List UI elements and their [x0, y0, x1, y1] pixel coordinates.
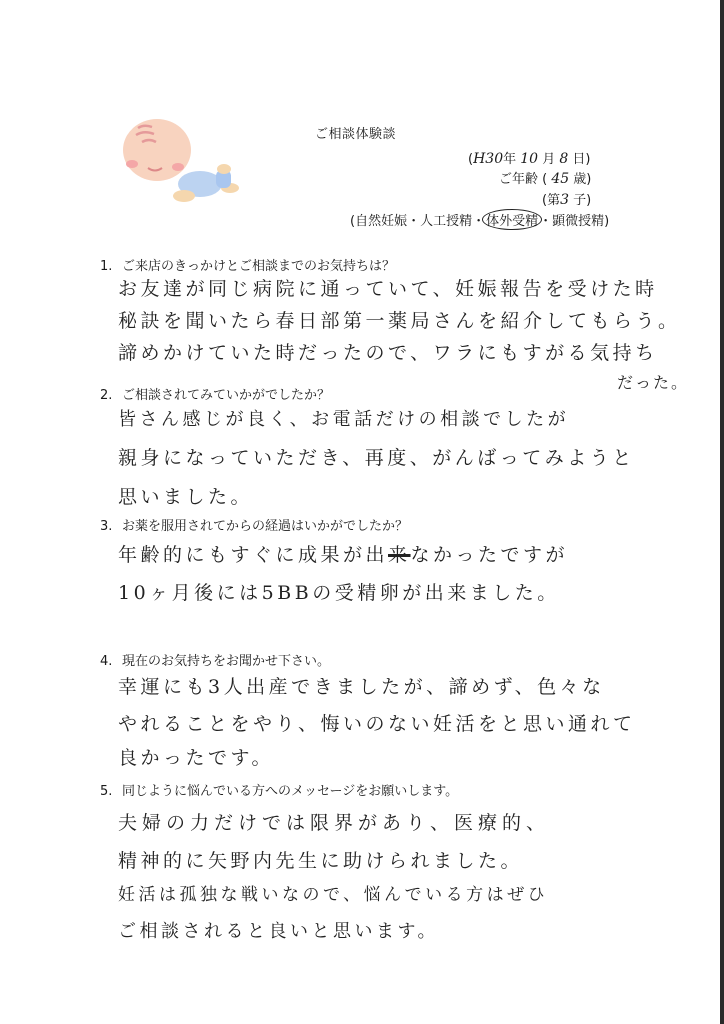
treatment-selected: 体外受精	[482, 209, 542, 230]
answer-5-line-2: 精神的に矢野内先生に助けられました。	[118, 850, 524, 872]
answer-1-line-1: お友達が同じ病院に通っていて、妊娠報告を受けた時	[118, 278, 658, 300]
question-4: 4. 現在のお気持ちをお聞かせ下さい。	[100, 654, 331, 669]
question-3: 3. お薬を服用されてからの経過はいかがでしたか？	[100, 519, 409, 534]
crawling-baby-illustration	[112, 112, 247, 212]
answer-1-line-3: 諦めかけていた時だったので、ワラにもすがる気持ち	[118, 342, 658, 364]
answer-5-line-4: ご相談されると良いと思います。	[118, 921, 440, 942]
page-title: ご相談体験談	[315, 127, 397, 142]
age-value: 45	[551, 171, 570, 187]
answer-4-line-2: やれることをやり、悔いのない妊活をと思い通れて	[118, 713, 636, 735]
answer-3-line-1: 年齢的にもすぐに成果が出来なかったですが	[118, 544, 569, 566]
child-number: 3	[560, 192, 569, 208]
answer-2-line-3: 思いました。	[118, 486, 254, 508]
answer-2-line-2: 親身になっていただき、再度、がんばってみようと	[118, 447, 635, 469]
answer-4-line-3: 良かったです。	[118, 747, 274, 769]
date-line: (H30年 10 月 8 日)	[468, 151, 591, 167]
answer-1-line-2: 秘訣を聞いたら春日部第一薬局さんを紹介してもらう。	[118, 310, 681, 332]
question-1: 1. ご来店のきっかけとご相談までのお気持ちは？	[100, 259, 396, 274]
question-2: 2. ご相談されてみていかがでしたか？	[100, 388, 331, 403]
answer-4-line-1: 幸運にも3人出産できましたが、諦めず、色々な	[118, 676, 605, 698]
answer-5-line-1: 夫婦の力だけでは限界があり、医療的、	[118, 812, 551, 834]
answer-2-line-1: 皆さん感じが良く、お電話だけの相談でしたが	[118, 409, 570, 430]
date-era: H30	[473, 151, 504, 167]
child-line: (第3 子)	[542, 192, 592, 208]
crossed-out-text: 来	[388, 544, 411, 566]
answer-3-line-2: 10ヶ月後には5BBの受精卵が出来ました。	[118, 582, 560, 604]
scan-edge	[720, 0, 724, 1024]
age-line: ご年齢 ( 45 歳)	[499, 171, 592, 187]
date-day: 8	[559, 151, 569, 167]
date-month: 10	[520, 151, 539, 167]
treatment-line: (自然妊娠・人工授精・体外受精・顕微授精)	[350, 209, 609, 230]
question-5: 5. 同じように悩んでいる方へのメッセージをお願いします。	[100, 784, 459, 799]
answer-5-line-3: 妊活は孤独な戦いなので、悩んでいる方はぜひ	[118, 885, 549, 905]
answer-1-line-4: だった。	[617, 373, 690, 392]
